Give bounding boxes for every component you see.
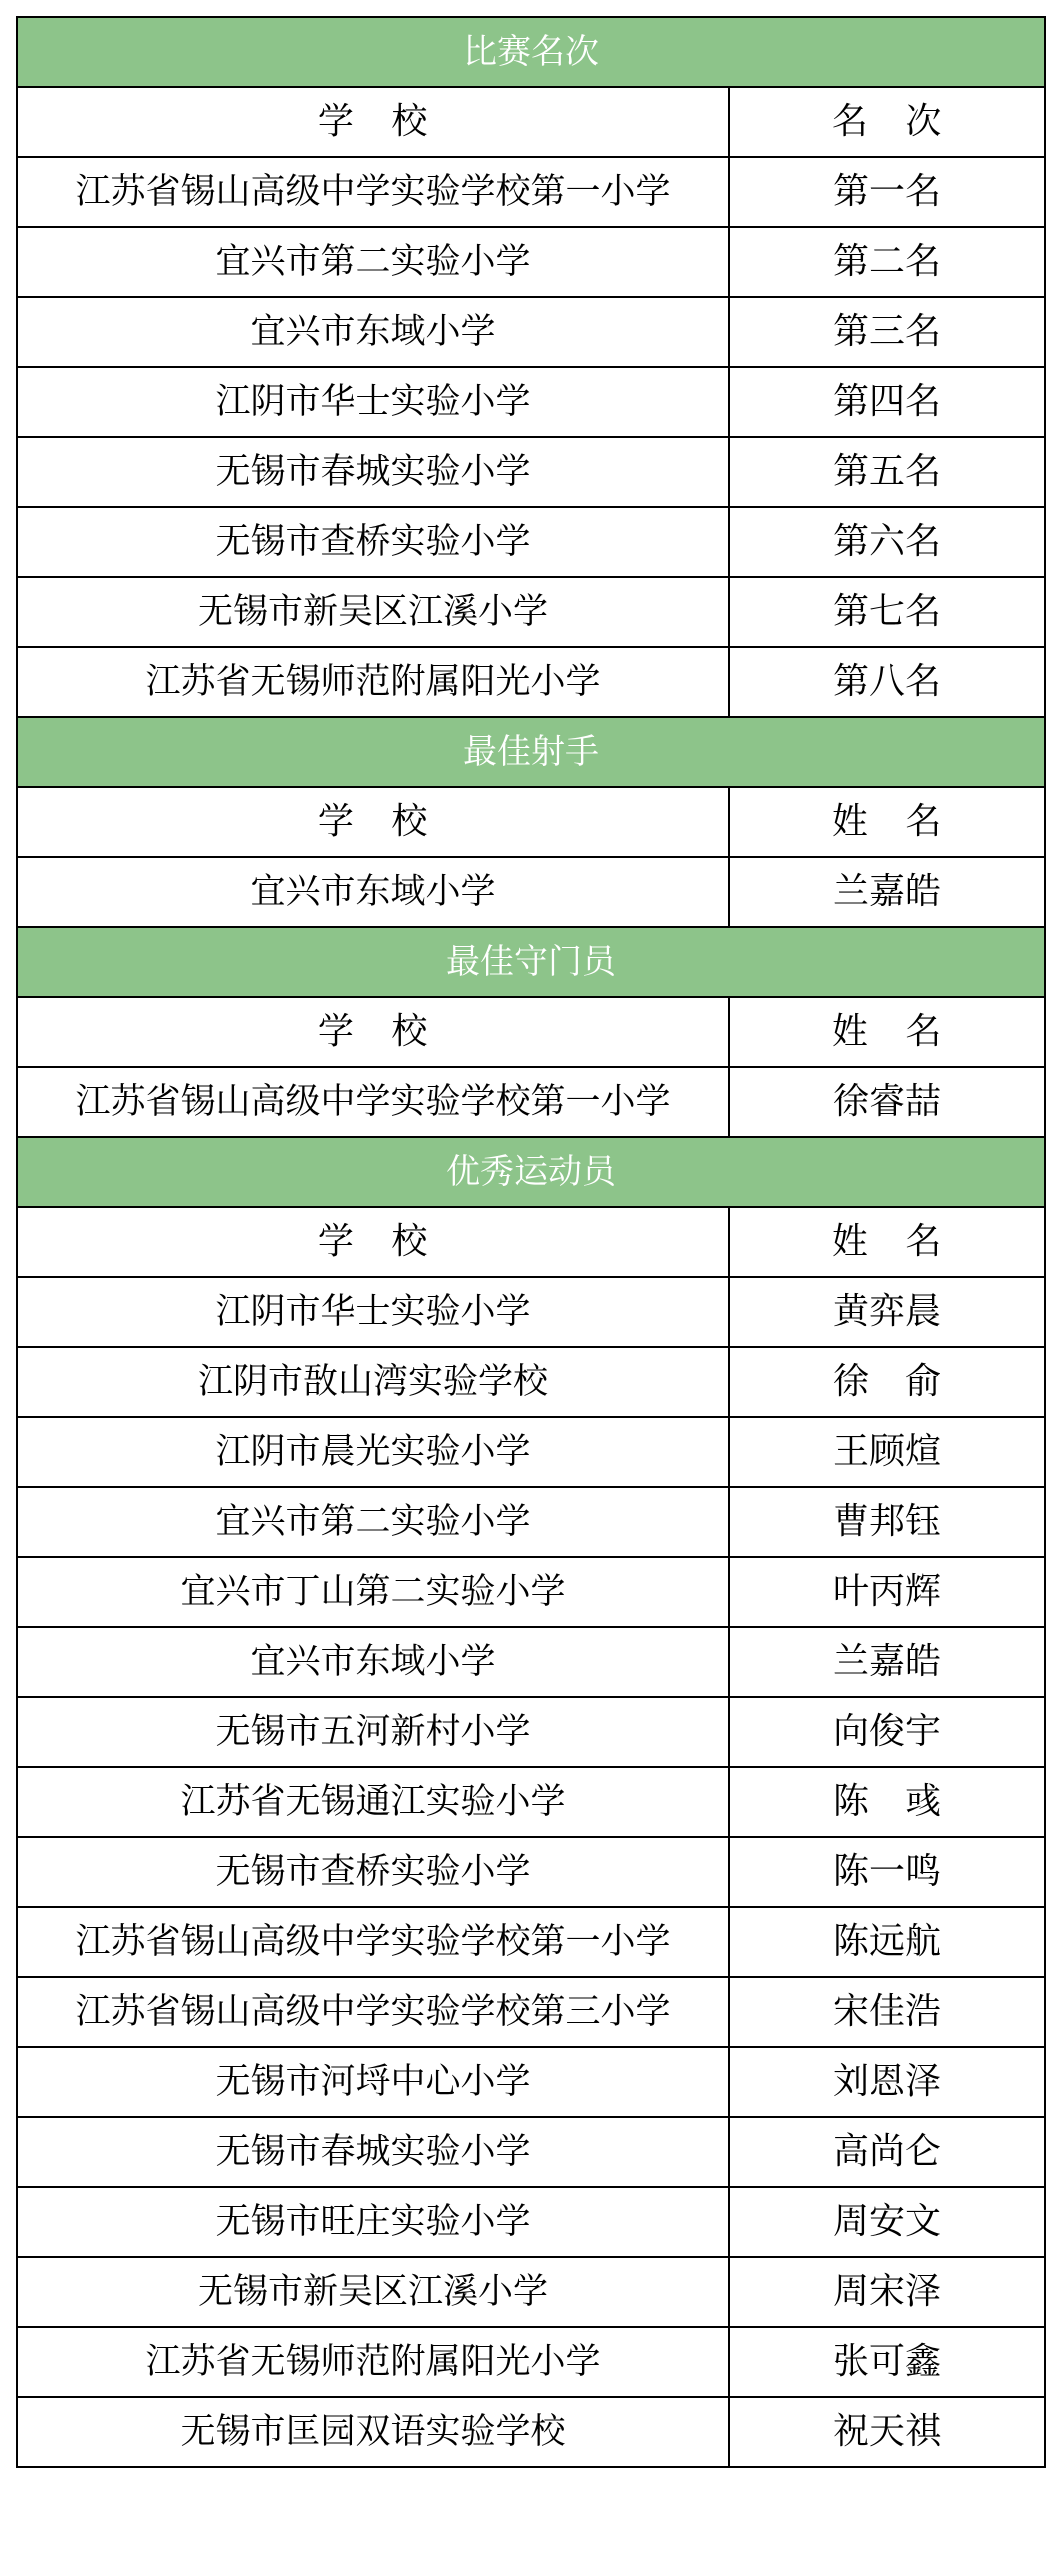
table-row xyxy=(17,1067,1045,1137)
school-cell: 无锡市河埒中心小学 xyxy=(17,2047,729,2117)
player-name-cell: 叶丙辉 xyxy=(729,1557,1045,1627)
school-cell: 江苏省锡山高级中学实验学校第一小学 xyxy=(17,157,729,227)
player-name-cell: 祝天祺 xyxy=(729,2397,1045,2467)
table-row xyxy=(17,1557,1045,1627)
table-row xyxy=(17,1347,1045,1417)
school-cell: 无锡市新吴区江溪小学 xyxy=(17,577,729,647)
award-results-table xyxy=(16,16,1046,2468)
school-cell: 无锡市春城实验小学 xyxy=(17,437,729,507)
school-cell: 无锡市查桥实验小学 xyxy=(17,1837,729,1907)
rank-cell: 第三名 xyxy=(729,297,1045,367)
section-title: 比赛名次 xyxy=(17,17,1045,87)
table-row xyxy=(17,297,1045,367)
school-cell: 江苏省无锡通江实验小学 xyxy=(17,1767,729,1837)
school-column-header: 学 校 xyxy=(17,997,729,1067)
school-cell: 宜兴市东域小学 xyxy=(17,297,729,367)
column-header-row xyxy=(17,997,1045,1067)
table-row xyxy=(17,2397,1045,2467)
school-cell: 江阴市敔山湾实验学校 xyxy=(17,1347,729,1417)
school-cell: 宜兴市东域小学 xyxy=(17,857,729,927)
player-name-cell: 高尚仑 xyxy=(729,2117,1045,2187)
section-title: 优秀运动员 xyxy=(17,1137,1045,1207)
school-cell: 无锡市春城实验小学 xyxy=(17,2117,729,2187)
school-cell: 无锡市查桥实验小学 xyxy=(17,507,729,577)
school-cell: 无锡市新吴区江溪小学 xyxy=(17,2257,729,2327)
player-name-cell: 兰嘉皓 xyxy=(729,857,1045,927)
player-name-cell: 徐 俞 xyxy=(729,1347,1045,1417)
player-name-cell: 向俊宇 xyxy=(729,1697,1045,1767)
school-column-header: 学 校 xyxy=(17,87,729,157)
player-name-cell: 徐睿喆 xyxy=(729,1067,1045,1137)
rank-cell: 第五名 xyxy=(729,437,1045,507)
table-row xyxy=(17,1697,1045,1767)
school-cell: 无锡市匡园双语实验学校 xyxy=(17,2397,729,2467)
value-column-header: 姓 名 xyxy=(729,1207,1045,1277)
column-header-row xyxy=(17,787,1045,857)
player-name-cell: 周安文 xyxy=(729,2187,1045,2257)
section-title: 最佳射手 xyxy=(17,717,1045,787)
rank-cell: 第八名 xyxy=(729,647,1045,717)
value-column-header: 姓 名 xyxy=(729,787,1045,857)
table-row xyxy=(17,1837,1045,1907)
school-cell: 宜兴市东域小学 xyxy=(17,1627,729,1697)
school-cell: 无锡市旺庄实验小学 xyxy=(17,2187,729,2257)
rank-cell: 第二名 xyxy=(729,227,1045,297)
table-row xyxy=(17,2117,1045,2187)
player-name-cell: 刘恩泽 xyxy=(729,2047,1045,2117)
player-name-cell: 宋佳浩 xyxy=(729,1977,1045,2047)
rank-cell: 第一名 xyxy=(729,157,1045,227)
table-row xyxy=(17,1487,1045,1557)
column-header-row xyxy=(17,1207,1045,1277)
school-cell: 江阴市华士实验小学 xyxy=(17,367,729,437)
player-name-cell: 黄弈晨 xyxy=(729,1277,1045,1347)
table-row xyxy=(17,2187,1045,2257)
table-row xyxy=(17,437,1045,507)
section-title-row xyxy=(17,927,1045,997)
section-title: 最佳守门员 xyxy=(17,927,1045,997)
table-row xyxy=(17,1277,1045,1347)
school-cell: 无锡市五河新村小学 xyxy=(17,1697,729,1767)
player-name-cell: 王顾煊 xyxy=(729,1417,1045,1487)
school-cell: 江苏省无锡师范附属阳光小学 xyxy=(17,2327,729,2397)
school-cell: 宜兴市第二实验小学 xyxy=(17,227,729,297)
rank-cell: 第四名 xyxy=(729,367,1045,437)
value-column-header: 名 次 xyxy=(729,87,1045,157)
table-row xyxy=(17,2327,1045,2397)
table-row xyxy=(17,1767,1045,1837)
school-cell: 江苏省锡山高级中学实验学校第一小学 xyxy=(17,1067,729,1137)
table-row xyxy=(17,647,1045,717)
school-column-header: 学 校 xyxy=(17,1207,729,1277)
table-row xyxy=(17,507,1045,577)
school-cell: 江阴市华士实验小学 xyxy=(17,1277,729,1347)
player-name-cell: 曹邦钰 xyxy=(729,1487,1045,1557)
table-row xyxy=(17,1907,1045,1977)
school-column-header: 学 校 xyxy=(17,787,729,857)
player-name-cell: 陈 彧 xyxy=(729,1767,1045,1837)
section-title-row xyxy=(17,717,1045,787)
table-row xyxy=(17,1977,1045,2047)
table-row xyxy=(17,1417,1045,1487)
school-cell: 宜兴市第二实验小学 xyxy=(17,1487,729,1557)
table-row xyxy=(17,157,1045,227)
school-cell: 宜兴市丁山第二实验小学 xyxy=(17,1557,729,1627)
table-row xyxy=(17,2047,1045,2117)
column-header-row xyxy=(17,87,1045,157)
school-cell: 江阴市晨光实验小学 xyxy=(17,1417,729,1487)
table-row xyxy=(17,577,1045,647)
rank-cell: 第七名 xyxy=(729,577,1045,647)
school-cell: 江苏省无锡师范附属阳光小学 xyxy=(17,647,729,717)
value-column-header: 姓 名 xyxy=(729,997,1045,1067)
rank-cell: 第六名 xyxy=(729,507,1045,577)
table-row xyxy=(17,227,1045,297)
school-cell: 江苏省锡山高级中学实验学校第三小学 xyxy=(17,1977,729,2047)
player-name-cell: 陈一鸣 xyxy=(729,1837,1045,1907)
table-row xyxy=(17,857,1045,927)
player-name-cell: 陈远航 xyxy=(729,1907,1045,1977)
school-cell: 江苏省锡山高级中学实验学校第一小学 xyxy=(17,1907,729,1977)
player-name-cell: 周宋泽 xyxy=(729,2257,1045,2327)
player-name-cell: 兰嘉皓 xyxy=(729,1627,1045,1697)
table-row xyxy=(17,367,1045,437)
section-title-row xyxy=(17,17,1045,87)
table-row xyxy=(17,2257,1045,2327)
player-name-cell: 张可鑫 xyxy=(729,2327,1045,2397)
section-title-row xyxy=(17,1137,1045,1207)
award-results-table-body xyxy=(17,17,1045,2467)
table-row xyxy=(17,1627,1045,1697)
